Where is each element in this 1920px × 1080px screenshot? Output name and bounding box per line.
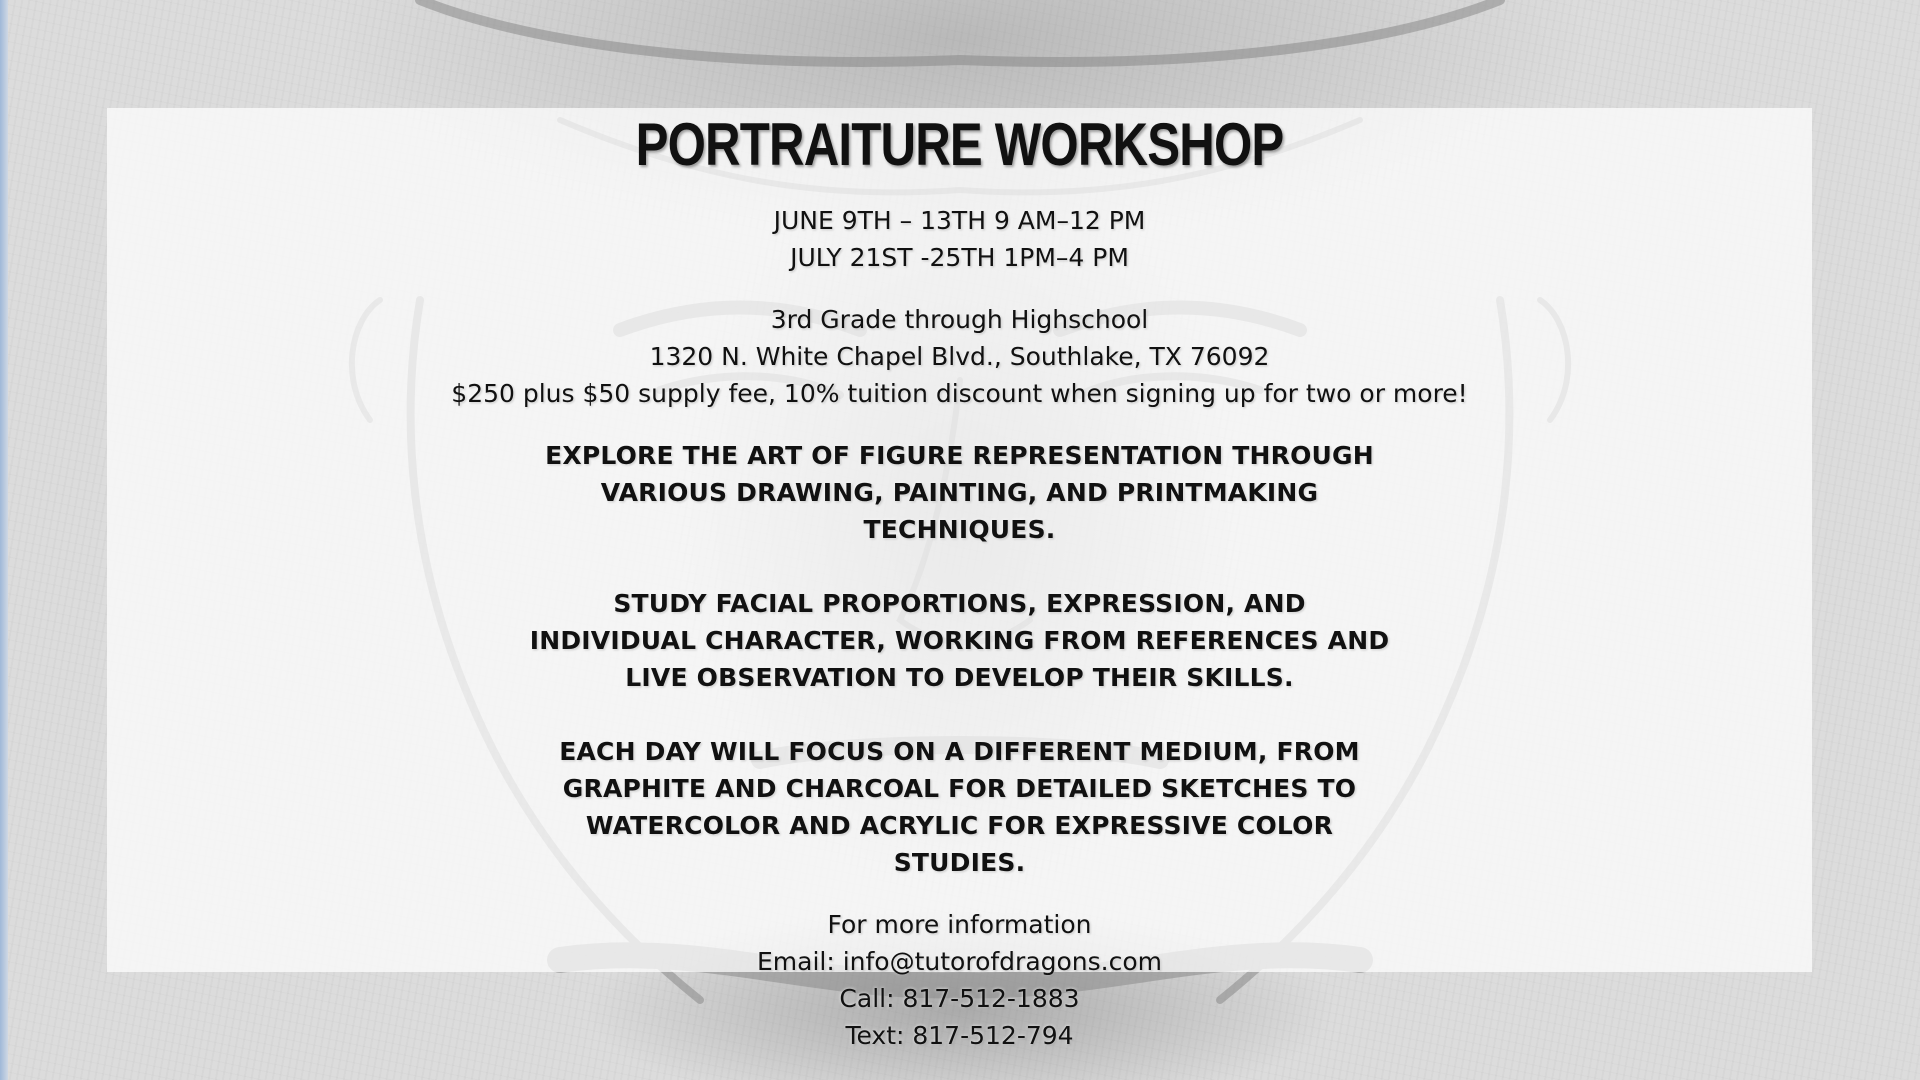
contact-heading: For more information [827,910,1092,939]
address: 1320 N. White Chapel Blvd., Southlake, TX 76092 [649,342,1270,371]
description-paragraph: STUDY FACIAL PROPORTIONS, EXPRESSION, AND INDIVIDUAL CHARACTER, WORKING FROM REFERENCES AND LIVE OBSERVATION TO DEVELOP THEIR SKILLS. [529,589,1390,692]
contact-text[interactable]: Text: 817-512-794 [845,1021,1074,1050]
workshop-description [107,437,1812,881]
pricing: $250 plus $50 supply fee, 10% tuition discount when signing up for two or more! [451,379,1468,408]
grade-range: 3rd Grade through Highschool [770,305,1149,334]
description-paragraph: EXPLORE THE ART OF FIGURE REPRESENTATION THROUGH VARIOUS DRAWING, PAINTING, AND PRINTMAKING TECHNIQUES. [545,441,1374,544]
flyer-content [107,108,1812,1054]
contact-info [107,906,1812,1054]
session-date-july: JULY 21ST -25TH 1PM–4 PM [790,243,1129,272]
session-date-june: JUNE 9TH – 13TH 9 AM–12 PM [773,206,1146,235]
contact-email[interactable]: Email: info@tutorofdragons.com [756,947,1163,976]
contact-phone[interactable]: Call: 817-512-1883 [839,984,1080,1013]
schedule-dates [107,202,1812,276]
description-paragraph: EACH DAY WILL FOCUS ON A DIFFERENT MEDIUM, FROM GRAPHITE AND CHARCOAL FOR DETAILED SKETCHES TO WATERCOLOR AND ACRYLIC FOR EXPRESSIVE COLOR STUDIES. [559,737,1360,877]
page-title: PORTRAITURE WORKSHOP [635,111,1284,178]
workshop-info [107,301,1812,412]
